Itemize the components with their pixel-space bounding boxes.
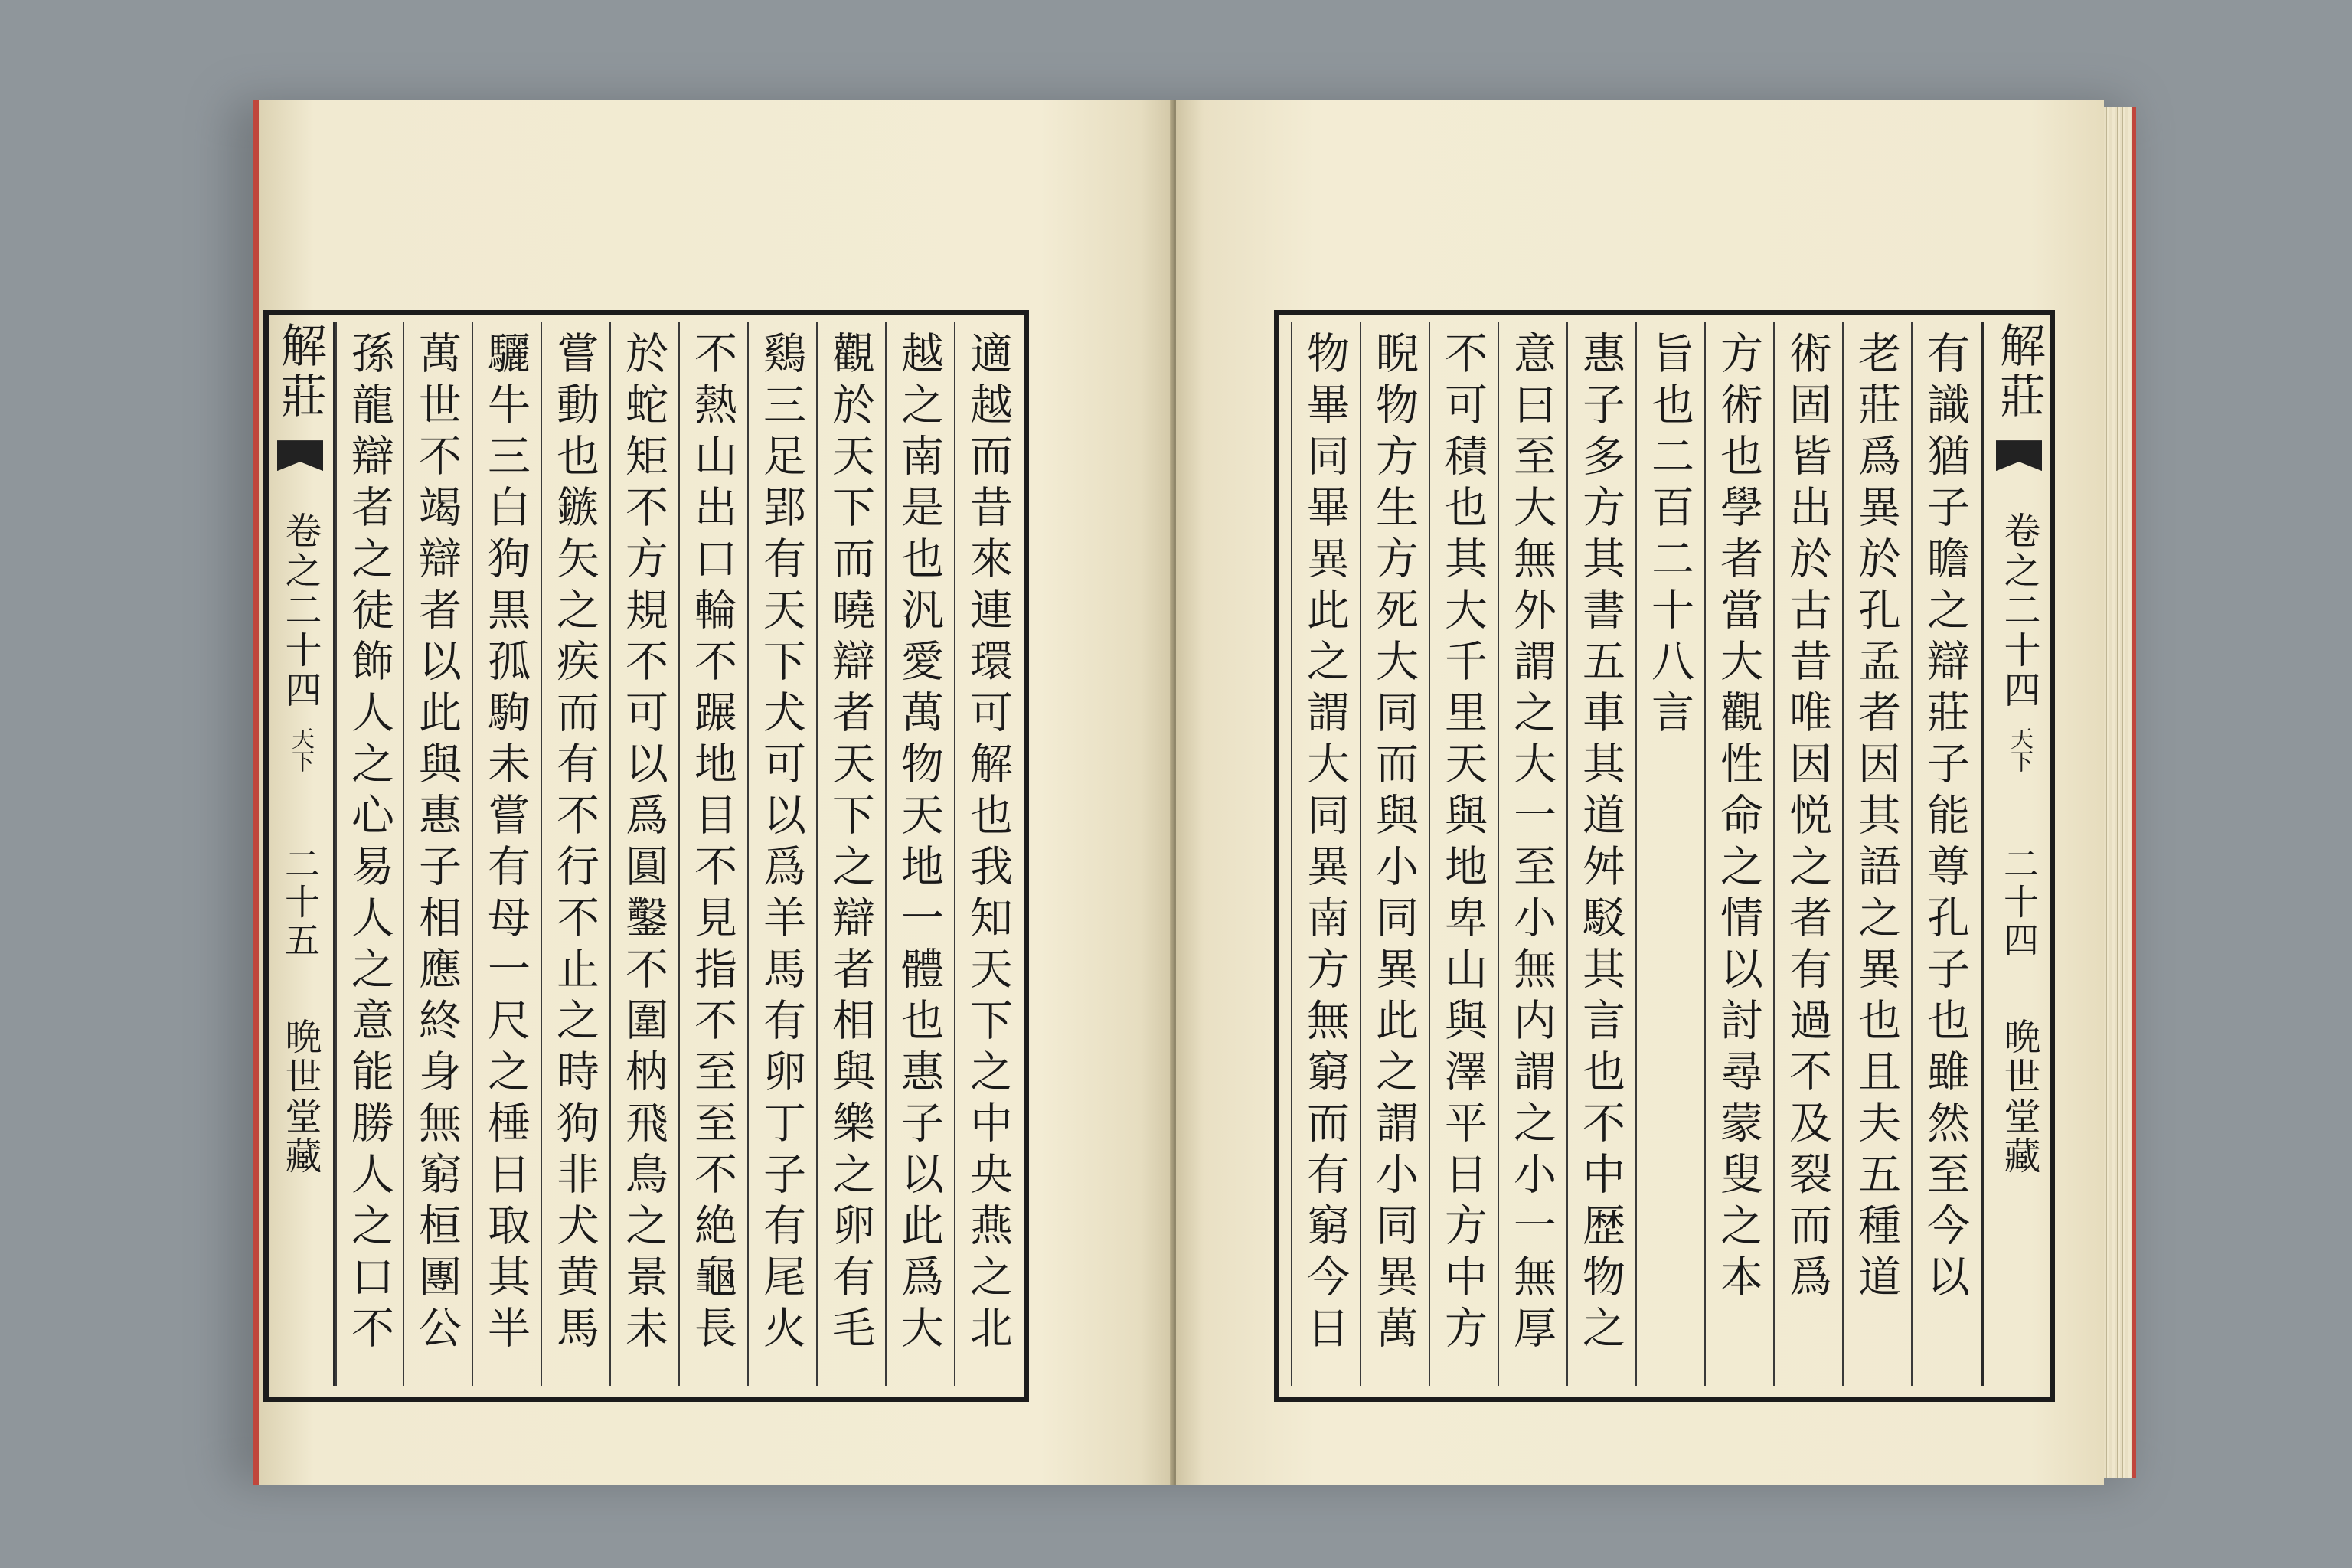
margin-page-number: 二十五 xyxy=(279,845,321,961)
right-margin-column xyxy=(1981,322,2052,1386)
text-column: 惠子多方其書五車其道舛駁其言也不中歴物之 xyxy=(1566,322,1634,1386)
text-column: 睨物方生方死大同而與小同異此之謂小同異萬 xyxy=(1360,322,1427,1386)
text-column: 適越而昔來連環可解也我知天下之中央燕之北 xyxy=(954,322,1021,1386)
margin-volume: 卷之二十四 xyxy=(279,511,322,711)
margin-section: 天下 xyxy=(287,727,314,773)
text-column: 有識猶子瞻之辯莊子能尊孔子也雖然至今以 xyxy=(1911,322,1978,1386)
text-column: 驪牛三白狗黒孤駒未嘗有母一尺之棰日取其半 xyxy=(472,322,539,1386)
text-column: 越之南是也汎愛萬物天地一體也惠子以此爲大 xyxy=(885,322,952,1386)
text-column: 於蛇矩不方規不可以爲圓鑿不圍枘飛鳥之景未 xyxy=(609,322,677,1386)
margin-page-number: 二十四 xyxy=(1998,845,2040,961)
margin-volume: 卷之二十四 xyxy=(1998,511,2040,711)
text-column: 不可積也其大千里天與地卑山與澤平日方中方 xyxy=(1429,322,1496,1386)
text-column: 旨也二百二十八言 xyxy=(1635,322,1703,1386)
text-column: 意曰至大無外謂之大一至小無内謂之小一無厚 xyxy=(1498,322,1565,1386)
margin-title: 解莊 xyxy=(1992,322,2046,423)
margin-title: 解莊 xyxy=(273,322,327,423)
text-column: 嘗動也鏃矢之疾而有不行不止之時狗非犬黄馬 xyxy=(541,322,608,1386)
margin-publisher: 晩世堂藏 xyxy=(1998,1018,2040,1178)
text-column: 老莊爲異於孔孟者因其語之異也且夫五種道 xyxy=(1842,322,1909,1386)
margin-publisher: 晩世堂藏 xyxy=(279,1018,322,1178)
fish-tail-mark-icon xyxy=(1996,440,2042,471)
text-column: 孫龍辯者之徒飾人之心易人之意能勝人之口不 xyxy=(335,322,403,1386)
page-edges xyxy=(2104,107,2136,1478)
text-column: 萬世不竭辯者以此與惠子相應終身無窮桓團公 xyxy=(403,322,470,1386)
text-column: 不熱山出口輪不蹍地目不見指不至至不絶龜長 xyxy=(678,322,746,1386)
left-margin-column xyxy=(265,322,335,1386)
fish-tail-mark-icon xyxy=(277,440,323,471)
text-column: 方術也學者當大觀性命之情以討尋蒙叟之本 xyxy=(1704,322,1772,1386)
text-column: 觀於天下而曉辯者天下之辯者相與樂之卵有毛 xyxy=(816,322,884,1386)
margin-section: 天下 xyxy=(2006,727,2033,773)
text-column: 物畢同畢異此之謂大同異南方無窮而有窮今日 xyxy=(1291,322,1358,1386)
text-column: 術固皆出於古昔唯因悦之者有過不及裂而爲 xyxy=(1773,322,1841,1386)
text-column: 鷄三足郢有天下犬可以爲羊馬有卵丁子有尾火 xyxy=(747,322,815,1386)
